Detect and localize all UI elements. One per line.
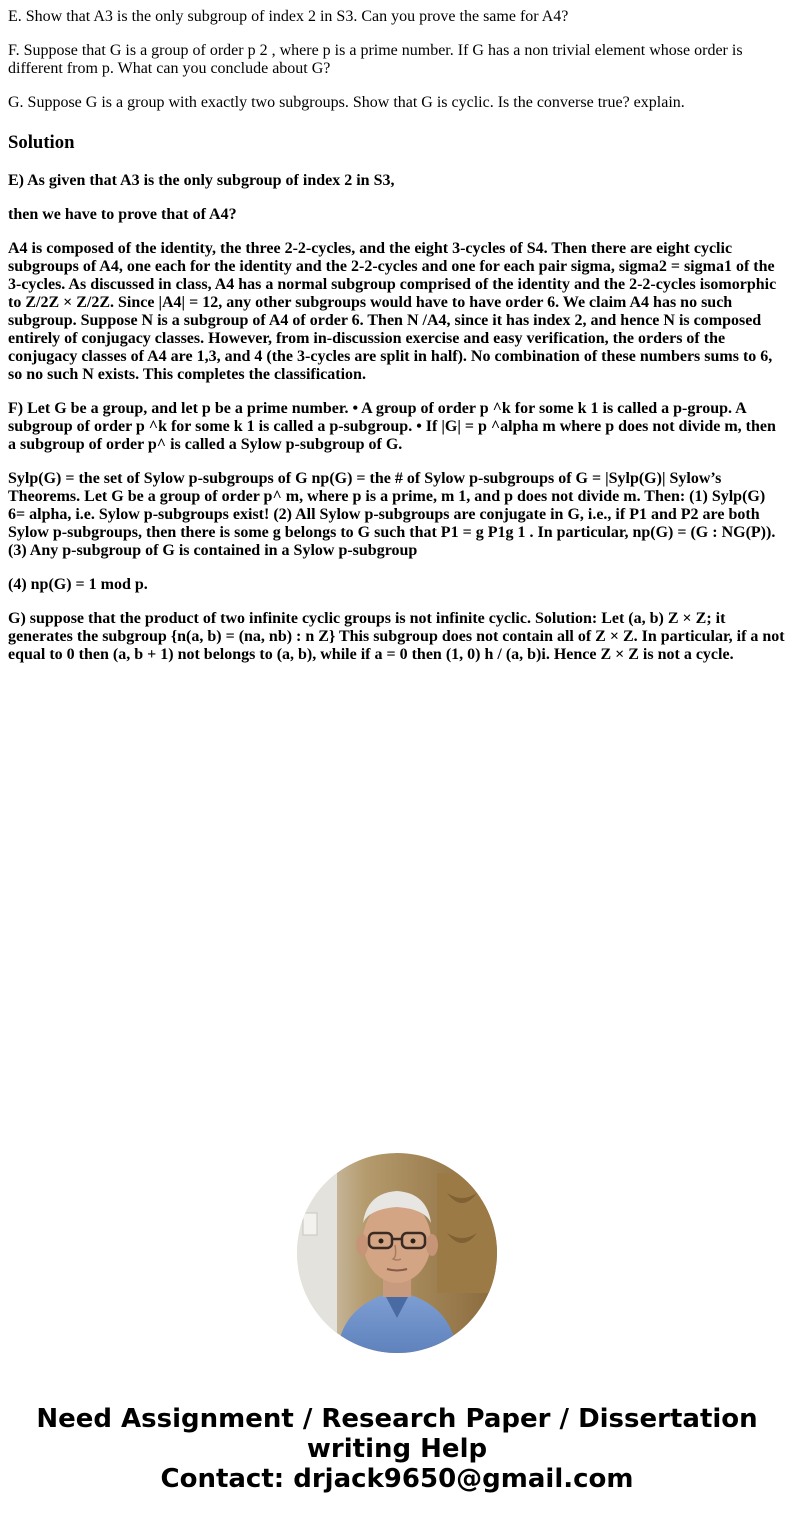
solution-paragraph: E) As given that A3 is the only subgroup of index 2 in S3, — [8, 172, 395, 189]
document-body — [8, 0, 786, 680]
solution-heading: Solution — [8, 132, 75, 153]
solution-paragraph: then we have to prove that of A4? — [8, 206, 237, 223]
promo-line-2: writing Help — [306, 1434, 488, 1464]
promo-footer — [0, 1404, 794, 1494]
question-e: E. Show that A3 is the only subgroup of index 2 in S3. Can you prove the same for A4? — [8, 8, 569, 25]
author-portrait-image — [297, 1153, 497, 1353]
promo-line-1: Need Assignment / Research Paper / Dissertation — [36, 1404, 758, 1434]
author-avatar — [297, 1153, 497, 1353]
question-g: G. Suppose G is a group with exactly two subgroups. Show that G is cyclic. Is the converse true? explain. — [8, 94, 685, 111]
contact-email: Contact: drjack9650@gmail.com — [160, 1464, 634, 1494]
question-f: F. Suppose that G is a group of order p 2 , where p is a prime number. If G has a non trivial element whose order is different from p. What can you conclude about G? — [8, 42, 743, 77]
solution-paragraph: A4 is composed of the identity, the three 2-2-cycles, and the eight 3-cycles of S4. Then there are eight cyclic subgroups of A4, one each for the identity and the 2-2-cycles and one for each pair sigma, sigma2 = sigma1 of the 3-cycles. As discussed in class, A4 has a normal subgroup comprised of the identity and the 2-2-cycles isomorphic to Z/2Z × Z/2Z. Since |A4| = 12, any other subgroups would have to have order 6. We claim A4 has no such subgroup. Suppose N is a subgroup of A4 of order 6. Then N /A4, since it has index 2, and hence N is composed entirely of conjugacy classes. However, from in-discussion exercise and easy verification, the orders of the conjugacy classes of A4 are 1,3, and 4 (the 3-cycles are split in half). No combination of these numbers sums to 6, so no such N exists. This completes the classification. — [8, 240, 777, 383]
solution-paragraph: G) suppose that the product of two infinite cyclic groups is not infinite cyclic. Solution: Let (a, b) Z × Z; it generates the subgroup {n(a, b) = (na, nb) : n Z} This subgroup does not contain all of Z × Z. In particular, if a not equal to 0 then (a, b + 1) not belongs to (a, b), while if a = 0 then (1, 0) h / (a, b)i. Hence Z × Z is not a cycle. — [8, 610, 785, 663]
solution-paragraph: (4) np(G) = 1 mod p. — [8, 576, 148, 593]
solution-paragraph: F) Let G be a group, and let p be a prime number. • A group of order p ^k for some k 1 is called a p-group. A subgroup of order p ^k for some k 1 is called a p-subgroup. • If |G| = p ^alpha m where p does not divide m, then a subgroup of order p^ is called a Sylow p-subgroup of G. — [8, 400, 776, 453]
solution-paragraph: Sylp(G) = the set of Sylow p-subgroups of G np(G) = the # of Sylow p-subgroups of G = |Sylp(G)| Sylow’s Theorems. Let G be a group of order p^ m, where p is a prime, m 1, and p does not divide m. Then: (1) Sylp(G) 6= alpha, i.e. Sylow p-subgroups exist! (2) All Sylow p-subgroups are conjugate in G, i.e., if P1 and P2 are both Sylow p-subgroups, then there is some g belongs to G such that P1 = g P1g 1 . In particular, np(G) = (G : NG(P)). (3) Any p-subgroup of G is contained in a Sylow p-subgroup — [8, 470, 776, 559]
